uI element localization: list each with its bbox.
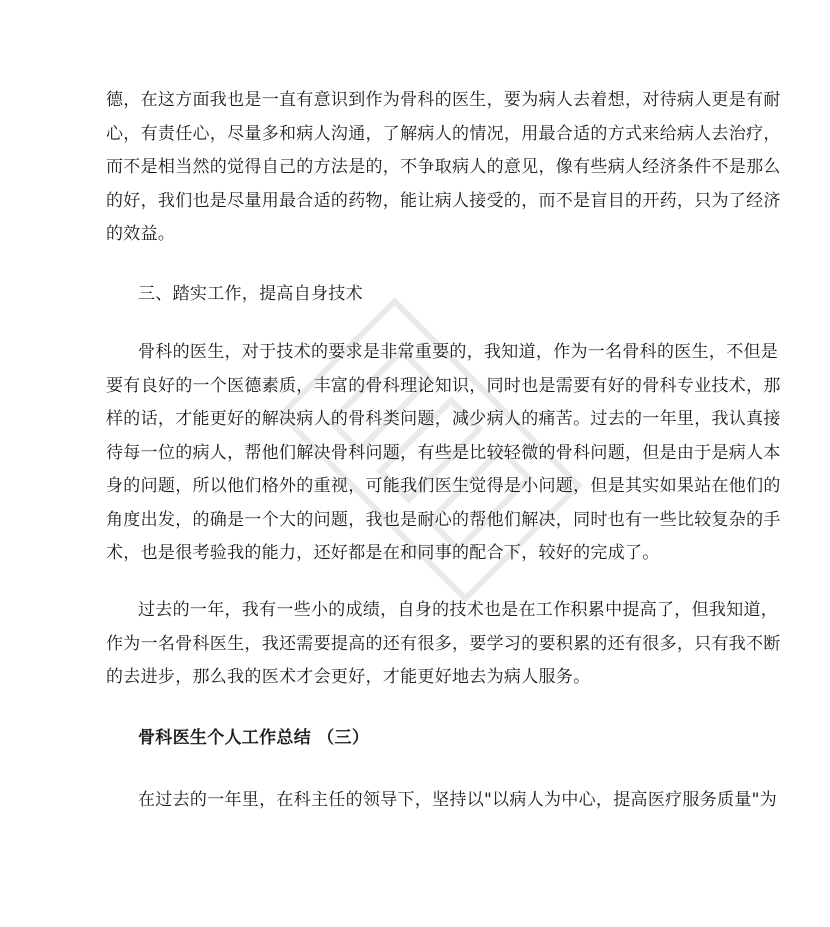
- doc-title: 骨科医生个人工作总结 （三）: [138, 728, 370, 748]
- paragraph-line: 的去进步，那么我的医术才会更好，才能更好地去为病人服务。: [106, 667, 591, 687]
- paragraph-line: 待每一位的病人，帮他们解决骨科问题，有些是比较轻微的骨科问题，但是由于是病人本: [106, 442, 781, 463]
- paragraph-line: 要有良好的一个医德素质，丰富的骨科理论知识，同时也是需要有好的骨科专业技术，那: [106, 375, 781, 396]
- paragraph-line: 骨科的医生，对于技术的要求是非常重要的，我知道，作为一名骨科的医生，不但是: [138, 342, 779, 362]
- paragraph-line: 的效益。: [106, 224, 176, 244]
- paragraph-summary: [106, 594, 781, 695]
- paragraph-line: 德，在这方面我也是一直有意识到作为骨科的医生，要为病人去着想，对待病人更是有耐: [106, 90, 781, 110]
- paragraph-line: 过去的一年，我有一些小的成绩，自身的技术也是在工作积累中提高了，但我知道，: [138, 600, 779, 620]
- paragraph-line: 角度出发，的确是一个大的问题，我也是耐心的帮他们解决，同时也有一些比较复杂的手: [106, 509, 781, 530]
- paragraph-line: 作为一名骨科医生，我还需要提高的还有很多，要学习的要积累的还有很多，只有我不断: [106, 633, 781, 654]
- doc-title-block: [106, 722, 730, 756]
- section-heading-block: [106, 278, 730, 312]
- paragraph-tech: [106, 336, 781, 571]
- paragraph-line: 而不是相当然的觉得自己的方法是的，不争取病人的意见，像有些病人经济条件不是那么: [106, 157, 781, 177]
- paragraph-line: 的好，我们也是尽量用最合适的药物，能让病人接受的，而不是盲目的开药，只为了经济: [106, 190, 781, 211]
- paragraph-line: 身的问题，所以他们格外的重视，可能我们医生觉得是小问题，但是其实如果站在他们的: [106, 476, 781, 496]
- section-heading: 三、踏实工作，提高自身技术: [138, 284, 363, 304]
- paragraph-line: 心，有责任心，尽量多和病人沟通，了解病人的情况，用最合适的方式来给病人去治疗，: [106, 123, 781, 144]
- paragraph-continued: [106, 84, 781, 252]
- paragraph-intro: [106, 784, 778, 818]
- paragraph-line: 术，也是很考验我的能力，还好都是在和同事的配合下，较好的完成了。: [106, 543, 660, 563]
- paragraph-line: 样的话，才能更好的解决病人的骨科类问题，减少病人的痛苦。过去的一年里，我认真接: [106, 409, 781, 429]
- paragraph-line: 在过去的一年里，在科主任的领导下，坚持以"以病人为中心，提高医疗服务质量"为: [138, 790, 778, 810]
